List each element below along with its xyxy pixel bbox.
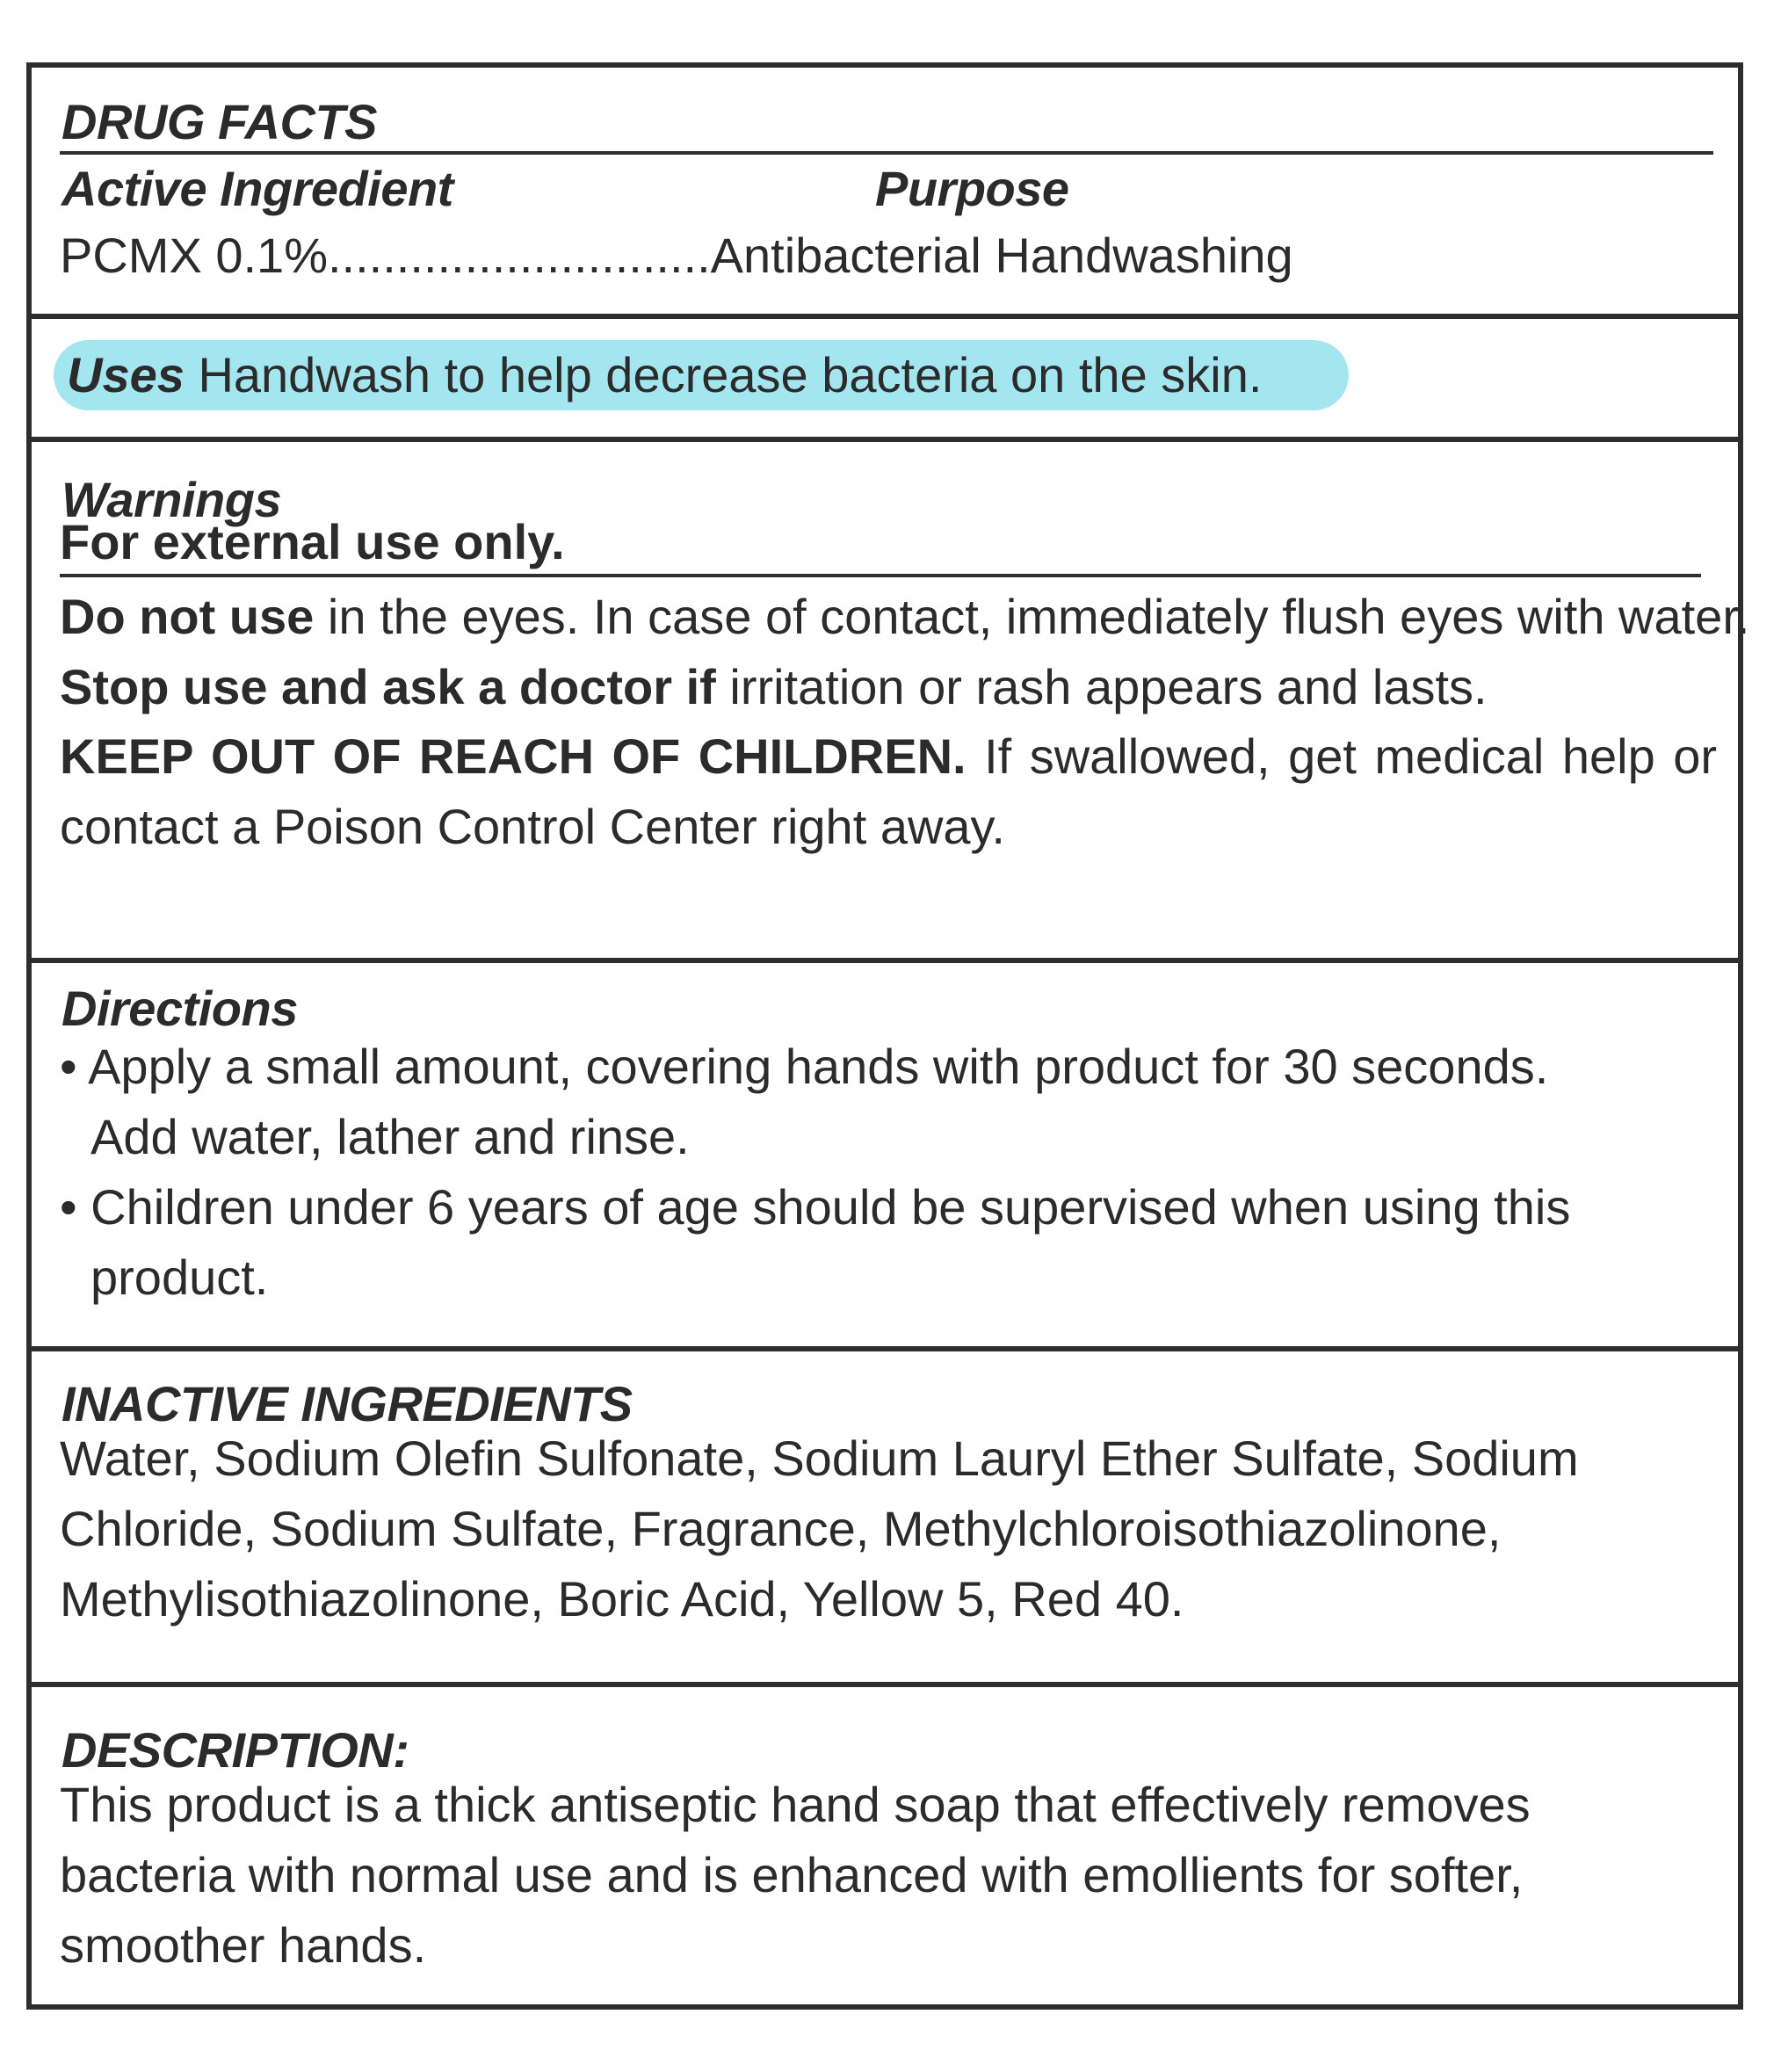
direction-bullet-1-line-1: • Apply a small amount, covering hands with product for 30 seconds.	[60, 1039, 1549, 1094]
drug-facts-rule	[60, 151, 1713, 155]
warnings-section	[32, 442, 1750, 963]
uses-section	[32, 319, 1738, 442]
drug-facts-label	[26, 62, 1750, 2010]
warnings-rule	[60, 574, 1701, 577]
directions-title: Directions	[62, 981, 298, 1036]
keep-out-label: KEEP OUT OF REACH OF CHILDREN.	[60, 728, 967, 784]
description-line-2: bacteria with normal use and is enhanced with emollients for softer,	[60, 1847, 1524, 1902]
active-ingredient-line: PCMX 0.1%............................Antibacterial Handwashing	[60, 228, 1293, 283]
inactive-ingredients-section	[32, 1351, 1738, 1687]
inactive-ingredients-line-2: Chloride, Sodium Sulfate, Fragrance, Methylchloroisothiazolinone,	[60, 1501, 1502, 1556]
do-not-use-line	[60, 582, 1749, 652]
external-use-warning: For external use only.	[60, 514, 565, 569]
uses-line	[67, 340, 1262, 410]
do-not-use-label: Do not use	[60, 589, 315, 644]
directions-section	[32, 963, 1738, 1351]
stop-use-label: Stop use and ask a doctor if	[60, 659, 716, 714]
purpose-header: Purpose	[875, 161, 1069, 216]
drug-facts-title: DRUG FACTS	[62, 94, 377, 149]
drug-facts-section	[32, 68, 1738, 319]
uses-label: Uses	[67, 347, 185, 402]
active-ingredient-header: Active Ingredient	[62, 161, 453, 216]
warnings-title: Warnings	[62, 472, 282, 527]
description-section	[32, 1687, 1738, 2004]
keep-out-text: If swallowed, get medical help or contact a Poison Control Center right away.	[60, 728, 1717, 854]
inactive-ingredients-line-3: Methylisothiazolinone, Boric Acid, Yellow 5, Red 40.	[60, 1571, 1184, 1626]
stop-use-line	[60, 652, 1488, 722]
direction-bullet-1-line-2: Add water, lather and rinse.	[90, 1109, 690, 1164]
direction-bullet-2-line-1: • Children under 6 years of age should be supervised when using this	[60, 1179, 1571, 1235]
inactive-ingredients-title: INACTIVE INGREDIENTS	[62, 1376, 633, 1431]
direction-bullet-2-line-2: product.	[90, 1250, 269, 1305]
keep-out-paragraph	[60, 721, 1717, 862]
description-line-3: smoother hands.	[60, 1917, 427, 1973]
do-not-use-text: in the eyes. In case of contact, immediately flush eyes with water.	[314, 589, 1750, 644]
description-title: DESCRIPTION:	[62, 1722, 409, 1778]
description-line-1: This product is a thick antiseptic hand soap that effectively removes	[60, 1777, 1531, 1832]
inactive-ingredients-line-1: Water, Sodium Olefin Sulfonate, Sodium Lauryl Ether Sulfate, Sodium	[60, 1431, 1579, 1486]
uses-text: Handwash to help decrease bacteria on the skin.	[198, 347, 1263, 402]
stop-use-text: irritation or rash appears and lasts.	[715, 659, 1488, 714]
